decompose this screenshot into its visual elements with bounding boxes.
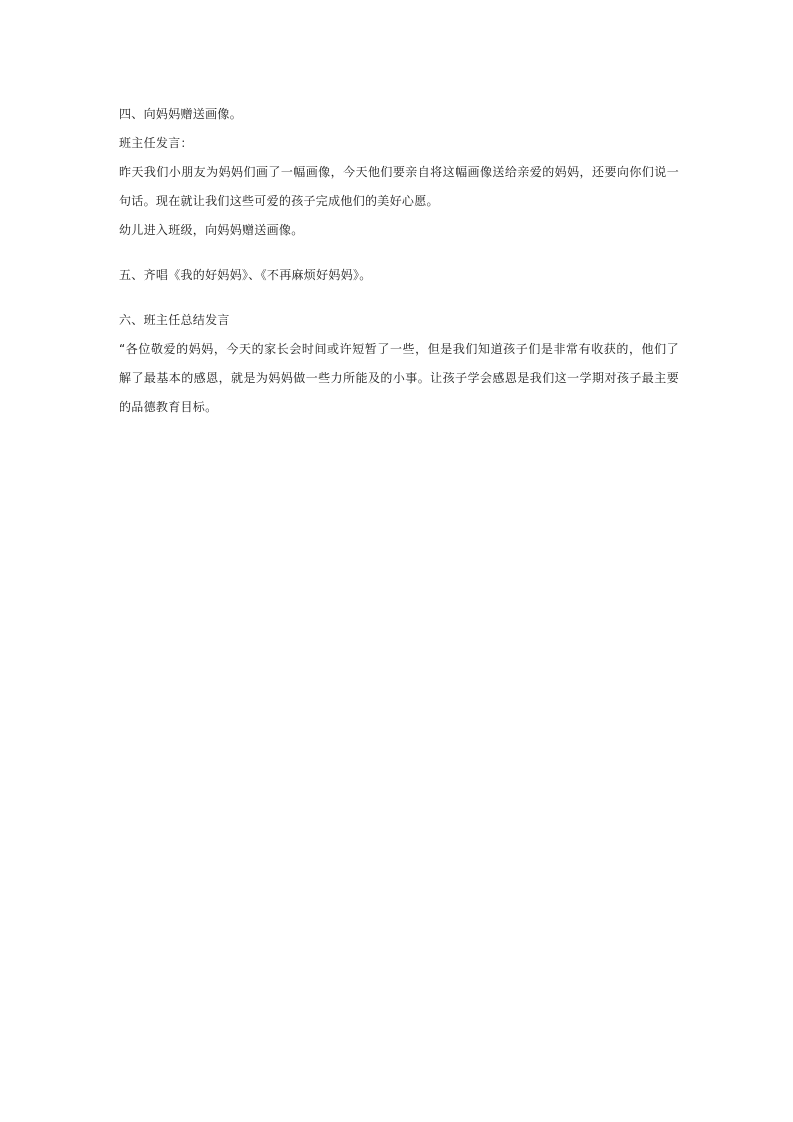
section-spacer <box>119 290 679 306</box>
section-6-paragraph: “各位敬爱的妈妈，今天的家长会时间或许短暂了一些，但是我们知道孩子们是非常有收获的，他们了解了最基本的感恩，就是为妈妈做一些力所能及的小事。让孩子学会感恩是我们这一学期对孩子最主要的品德教育目标。 <box>119 342 679 414</box>
section-4-paragraph: 昨天我们小朋友为妈妈们画了一幅画像，今天他们要亲自将这幅画像送给亲爱的妈妈，还要向你们说一句话。现在就让我们这些可爱的孩子完成他们的美好心愿。 <box>119 165 679 208</box>
section-6-heading: 六、班主任总结发言 <box>119 313 230 327</box>
section-4-action: 幼儿进入班级，向妈妈赠送画像。 <box>119 223 304 237</box>
document-body <box>119 100 679 422</box>
section-4-speaker: 班主任发言： <box>119 136 193 150</box>
section-4-heading: 四、向妈妈赠送画像。 <box>119 107 243 121</box>
section-spacer <box>119 245 679 261</box>
section-5-heading: 五、齐唱《我的好妈妈》、《不再麻烦好妈妈》。 <box>119 268 372 282</box>
